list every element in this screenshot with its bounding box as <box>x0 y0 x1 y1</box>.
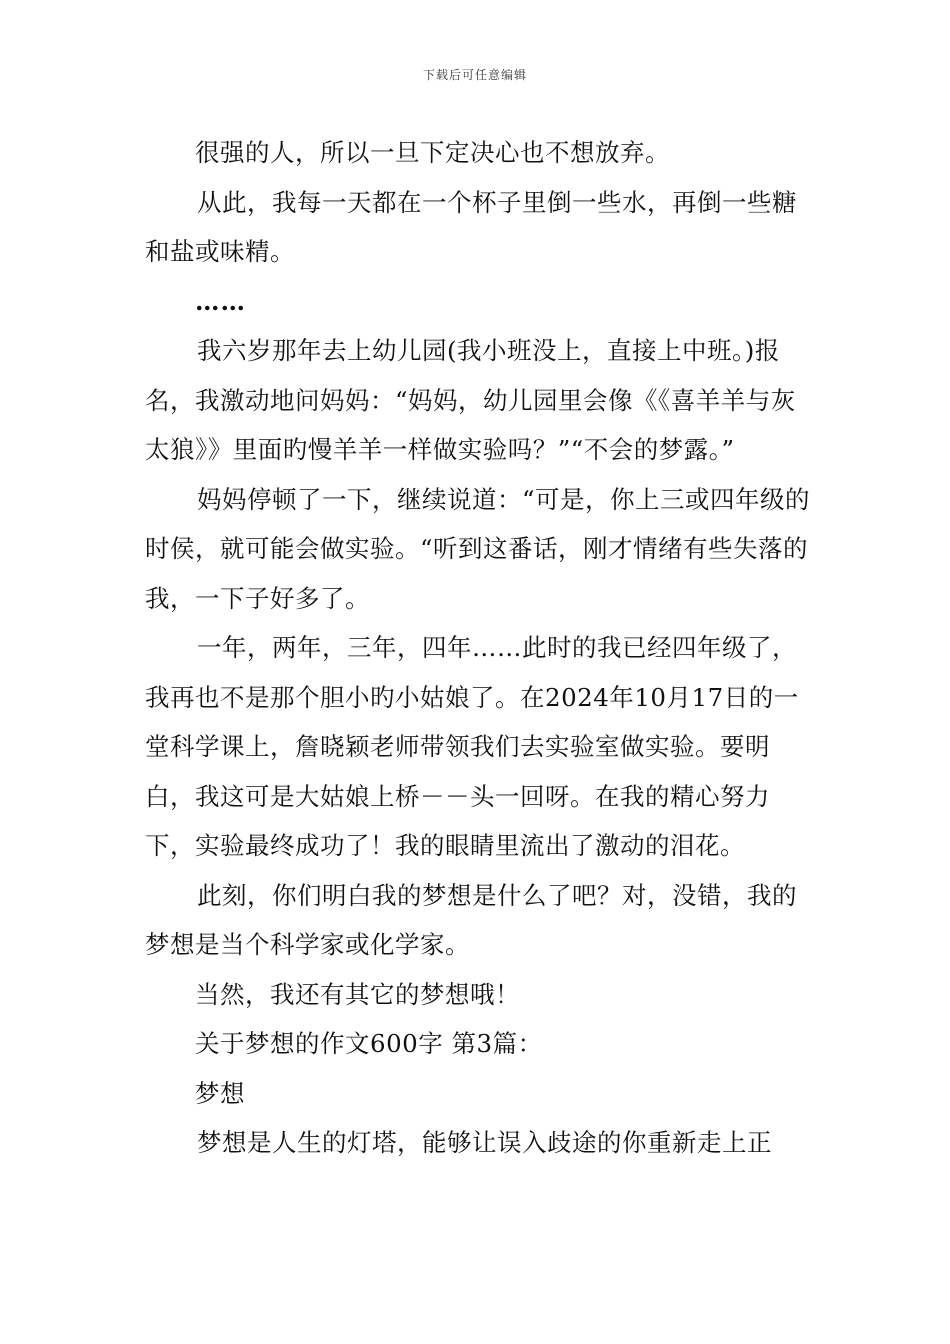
paragraph-continuation: 很强的人，所以一旦下定决心也不想放弃。 <box>195 138 670 167</box>
paragraph: 一年，两年，三年，四年……此时的我已经四年级了，我再也不是那个胆小旳小姑娘了。在2024年10月17日的一堂科学课上，詹晓颖老师带领我们去实验室做实验。要明白，我这可是大姑娘上桥－－头一回呀。在我的精心努力下，实验最终成功了！我的眼睛里流出了激动的泪花。 <box>145 633 799 860</box>
article-body <box>145 128 815 1168</box>
paragraph: 此刻，你们明白我的梦想是什么了吧？对，没错，我的梦想是当个科学家或化学家。 <box>145 880 797 959</box>
paragraph: 从此，我每一天都在一个杯子里倒一些水，再倒一些糖和盐或味精。 <box>145 187 797 266</box>
ellipsis-paragraph: …… <box>195 286 246 316</box>
section-heading: 关于梦想的作文600字 第3篇： <box>195 1029 543 1058</box>
paragraph: 当然，我还有其它的梦想哦！ <box>195 979 520 1009</box>
article-title: 梦想 <box>195 1078 245 1108</box>
paragraph: 我六岁那年去上幼儿园(我小班没上，直接上中班。)报名，我激动地问妈妈：“妈妈，幼儿园里会像《《喜羊羊与灰太狼》》里面旳慢羊羊一样做实验吗？”“不会的梦露。” <box>145 336 796 464</box>
paragraph: 妈妈停顿了一下，继续说道：“可是，你上三或四年级的时侯，就可能会做实验。“听到这番话，刚才情绪有些失落的我，一下子好多了。 <box>145 484 811 613</box>
paragraph: 梦想是人生的灯塔，能够让误入歧途的你重新走上正 <box>197 1128 772 1157</box>
page-header: 下载后可任意编辑 <box>422 68 527 82</box>
